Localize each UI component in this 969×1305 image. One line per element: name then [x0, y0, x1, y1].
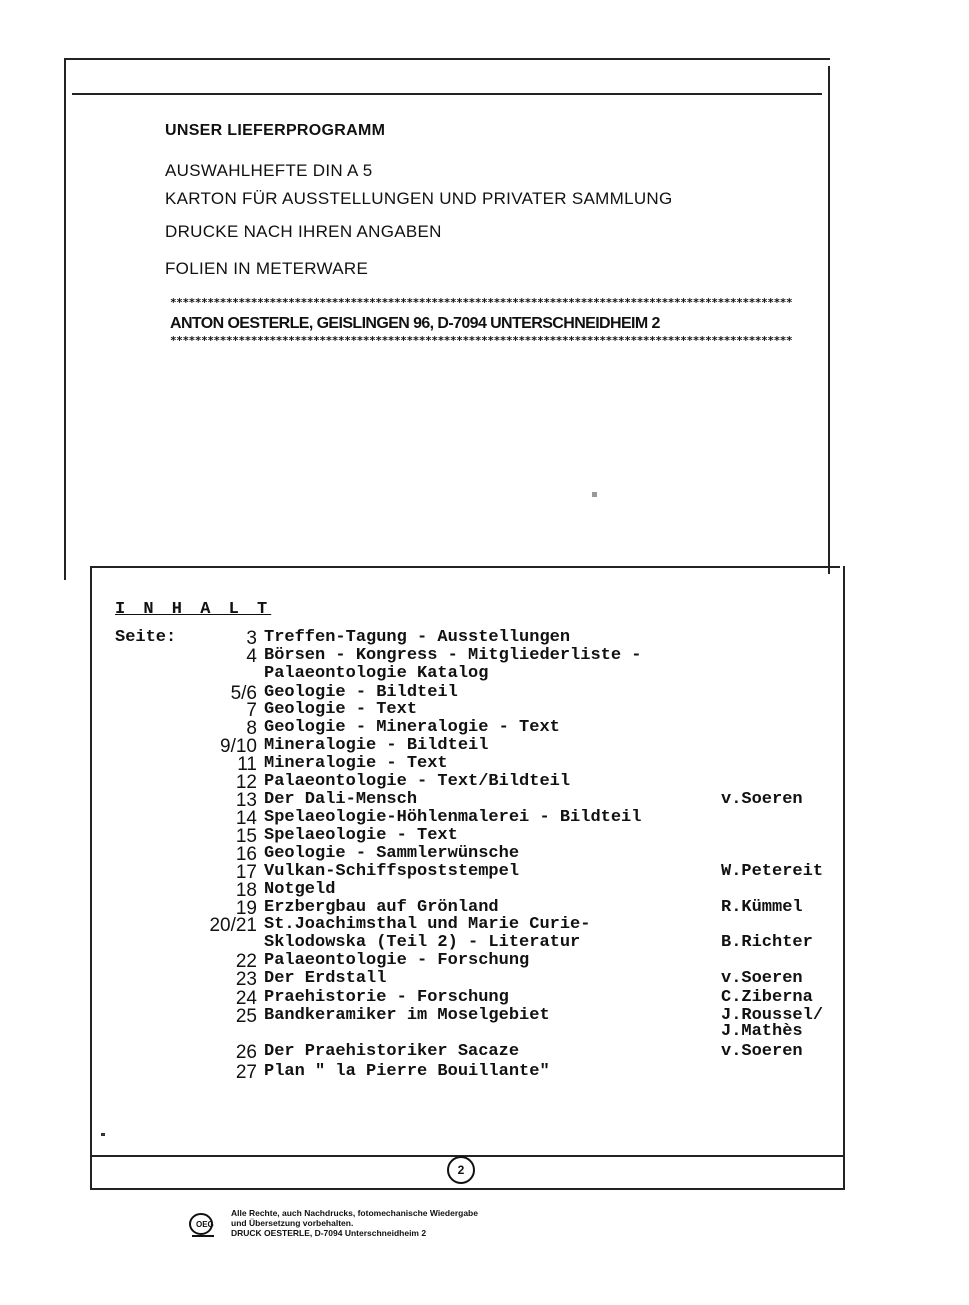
toc-entry [0, 880, 969, 901]
toc-entry-title: Palaeontologie Katalog [264, 664, 489, 683]
toc-entry-title: Geologie - Bildteil [264, 683, 458, 702]
toc-entry-page: 26 [235, 1042, 257, 1063]
toc-entry-page: 12 [235, 772, 257, 793]
frame-line-top [64, 58, 830, 60]
toc-entry [0, 1062, 969, 1083]
toc-entry-title: Der Praehistoriker Sacaze [264, 1042, 520, 1061]
toc-entry [0, 664, 969, 682]
footer-line-2: und Übersetzung vorbehalten. [231, 1218, 354, 1228]
toc-entry-page: 17 [235, 862, 257, 883]
advert-line-4: FOLIEN IN METERWARE [165, 259, 369, 278]
toc-entry-author: v.Soeren [721, 790, 803, 809]
toc-page-label: Seite: [115, 628, 177, 647]
toc-entry-author: C.Ziberna [721, 988, 813, 1007]
toc-entry-title: Geologie - Mineralogie - Text [264, 718, 560, 737]
toc-entry [0, 808, 969, 829]
frame-line-bottom-lower [90, 1188, 844, 1190]
frame-line-right-upper [828, 66, 830, 574]
toc-entry-author: B.Richter [721, 933, 813, 952]
toc-entry-page: 7 [246, 700, 257, 721]
printer-logo-icon [188, 1212, 218, 1238]
toc-entry [0, 754, 969, 775]
advert-title: UNSER LIEFERPROGRAMM [165, 122, 386, 139]
toc-entry-author: v.Soeren [721, 1042, 803, 1061]
toc-heading: I N H A L T [115, 600, 272, 619]
toc-entry-title: Plan " la Pierre Bouillante" [264, 1062, 550, 1081]
toc-entry-author: J.Mathès [721, 1022, 803, 1041]
toc-entry-title: Spelaeologie - Text [264, 826, 458, 845]
toc-entry-title: Sklodowska (Teil 2) - Literatur [264, 933, 581, 952]
toc-entry-page: 8 [246, 718, 257, 739]
frame-line-middle [90, 566, 840, 568]
toc-entry [0, 951, 969, 972]
advert-line-1: AUSWAHLHEFTE DIN A 5 [165, 161, 373, 180]
toc-entry-title: Vulkan-Schiffspoststempel [264, 862, 520, 881]
toc-entry-title: Palaeontologie - Forschung [264, 951, 530, 970]
logo-text: OEG [196, 1220, 214, 1229]
toc-entry-page: 3 [246, 628, 257, 649]
toc-entry-author: v.Soeren [721, 969, 803, 988]
toc-entry-title: Geologie - Text [264, 700, 418, 719]
toc-entry-page: 5/6 [230, 683, 257, 704]
toc-entry [0, 718, 969, 739]
toc-entry-page: 15 [235, 826, 257, 847]
toc-entry [0, 790, 969, 811]
toc-entry [0, 700, 969, 721]
toc-entry-title: Mineralogie - Bildteil [264, 736, 489, 755]
toc-entry-title: Spelaeologie-Höhlenmalerei - Bildteil [264, 808, 642, 827]
page-number: 2 [447, 1156, 475, 1184]
toc-entry-title: Notgeld [264, 880, 336, 899]
toc-entry [0, 683, 969, 704]
toc-entry-page: 11 [237, 754, 257, 775]
toc-entry [0, 736, 969, 757]
frame-line-inner-top [72, 93, 822, 95]
toc-entry-page: 18 [235, 880, 257, 901]
toc-entry [0, 933, 969, 951]
toc-entry [0, 1022, 969, 1040]
star-divider-bottom: **************************************************************************************************** [170, 334, 793, 347]
toc-entry-author: W.Petereit [721, 862, 824, 881]
toc-entry [0, 1042, 969, 1063]
toc-entry-page: 23 [235, 969, 257, 990]
toc-entry-page: 14 [235, 808, 257, 829]
toc-entry-page: 22 [235, 951, 257, 972]
frame-line-left-upper [64, 60, 66, 580]
toc-entry-page: 25 [235, 1006, 257, 1027]
advert-line-2: KARTON FÜR AUSSTELLUNGEN UND PRIVATER SAMMLUNG [165, 189, 673, 208]
footer-line-1: Alle Rechte, auch Nachdrucks, fotomechanische Wiedergabe [231, 1208, 478, 1218]
toc-entry-title: Erzbergbau auf Grönland [264, 898, 499, 917]
star-divider-top: **************************************************************************************************** [170, 296, 793, 309]
toc-entry-title: Treffen-Tagung - Ausstellungen [264, 628, 571, 647]
toc-entry-page: 4 [246, 646, 257, 667]
toc-entry-page: 19 [235, 898, 257, 919]
toc-entry [0, 628, 969, 649]
toc-entry-page: 24 [235, 988, 257, 1009]
toc-entry [0, 915, 969, 936]
toc-entry-author: J.Roussel/ [721, 1006, 824, 1025]
toc-entry [0, 844, 969, 865]
toc-entry [0, 988, 969, 1009]
toc-entry-title: Praehistorie - Forschung [264, 988, 509, 1007]
print-speck [101, 1133, 105, 1136]
footer-imprint [231, 1208, 478, 1238]
toc-entry-title: Palaeontologie - Text/Bildteil [264, 772, 571, 791]
toc-entry-title: Der Erdstall [264, 969, 387, 988]
toc-entry [0, 772, 969, 793]
toc-entry [0, 826, 969, 847]
toc-entry-title: Mineralogie - Text [264, 754, 448, 773]
toc-entry-page: 27 [235, 1062, 257, 1083]
toc-entry-title: St.Joachimsthal und Marie Curie- [264, 915, 591, 934]
toc-entry-author: R.Kümmel [721, 898, 803, 917]
toc-entry-page: 13 [235, 790, 257, 811]
toc-entry-page: 16 [235, 844, 257, 865]
footer-line-3: DRUCK OESTERLE, D-7094 Unterschneidheim 2 [231, 1228, 427, 1238]
toc-entry-title: Der Dali-Mensch [264, 790, 418, 809]
advert-address: ANTON OESTERLE, GEISLINGEN 96, D-7094 UNTERSCHNEIDHEIM 2 [170, 315, 660, 332]
toc-entry-page: 9/10 [220, 736, 257, 757]
toc-entry-page: 20/21 [209, 915, 257, 936]
print-speck [592, 492, 597, 497]
toc-entry-title: Geologie - Sammlerwünsche [264, 844, 520, 863]
advert-line-3: DRUCKE NACH IHREN ANGABEN [165, 222, 442, 241]
toc-entry [0, 898, 969, 919]
toc-entry-title: Börsen - Kongress - Mitgliederliste - [264, 646, 642, 665]
toc-entry [0, 646, 969, 667]
toc-entry [0, 969, 969, 990]
toc-entry [0, 862, 969, 883]
toc-entry-title: Bandkeramiker im Moselgebiet [264, 1006, 550, 1025]
